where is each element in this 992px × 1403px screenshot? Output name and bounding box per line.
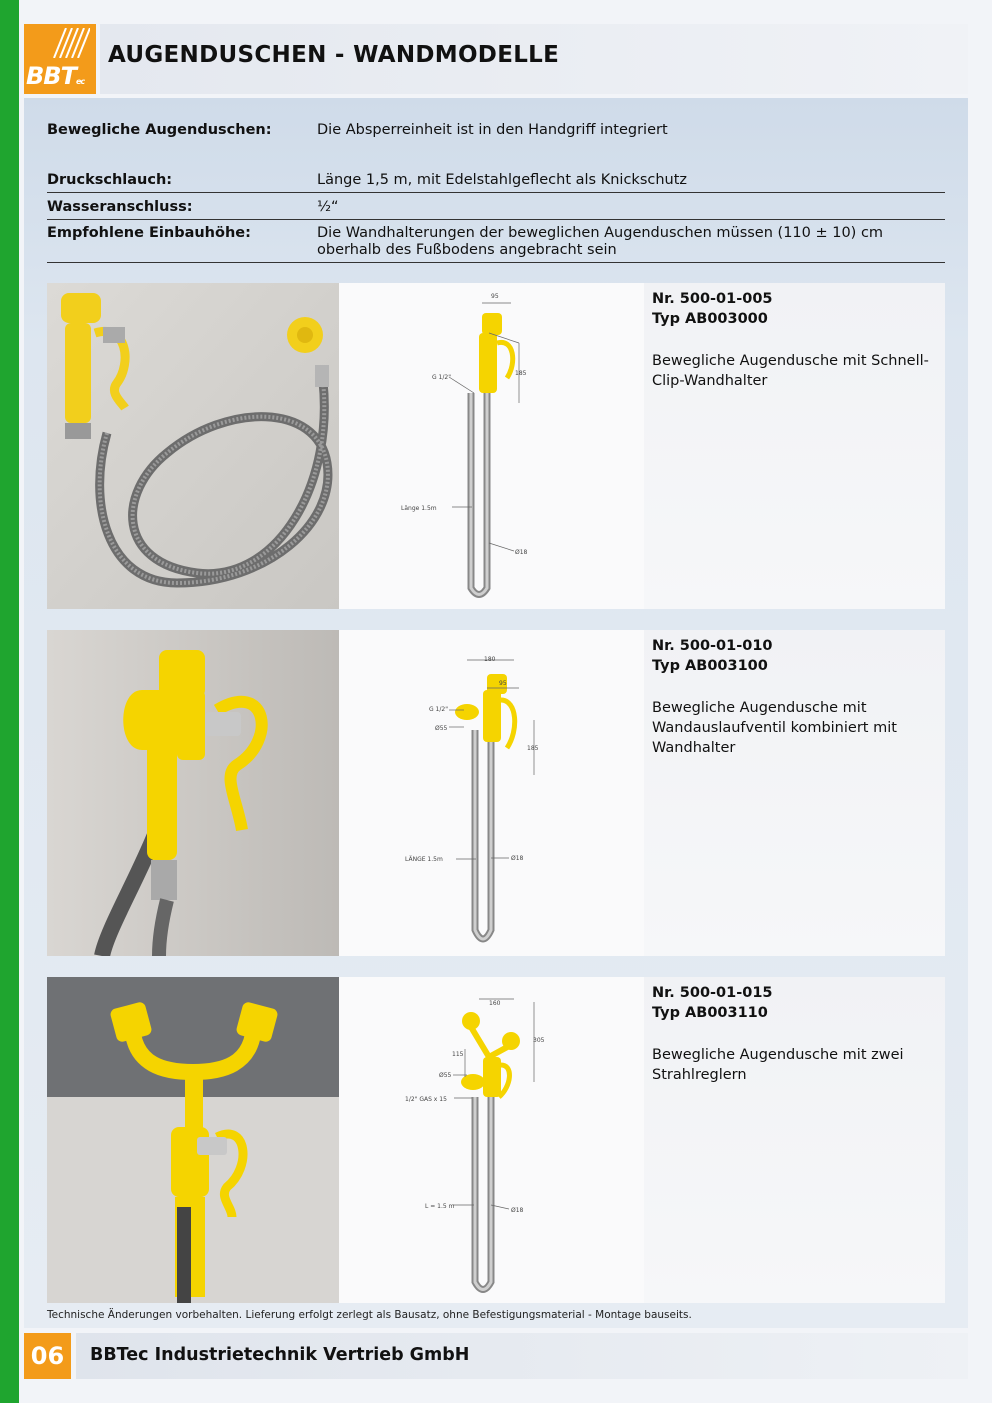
side-color-bar: [0, 0, 19, 1403]
product-photo: [47, 630, 339, 956]
dim-label: Länge 1.5m: [401, 505, 437, 512]
spec-label: Wasseranschluss:: [47, 199, 193, 215]
dim-label: 95: [491, 293, 499, 300]
product-info: [644, 977, 945, 1303]
product-number: Nr. 500-01-010: [652, 638, 773, 654]
spec-value: Länge 1,5 m, mit Edelstahlgeflecht als Knickschutz: [317, 172, 688, 188]
dim-label: 95: [499, 680, 507, 687]
dim-label: 1/2" GAS x 15: [405, 1096, 447, 1103]
technical-drawing: [339, 630, 644, 956]
dim-label: LÄNGE 1.5m: [405, 856, 443, 863]
product-type: Typ AB003110: [652, 1005, 768, 1021]
technical-drawing: [339, 977, 644, 1303]
product-card-500-01-005: [47, 283, 945, 609]
dim-label: L = 1.5 m: [425, 1203, 455, 1210]
bbt-logo: [24, 24, 96, 94]
technical-drawing: [339, 283, 644, 609]
divider: [47, 262, 945, 263]
dim-label: G 1/2": [432, 374, 451, 381]
dim-label: 115: [452, 1051, 464, 1058]
dim-label: Ø18: [511, 1207, 524, 1214]
logo-suffix: ec: [75, 77, 85, 86]
product-info: [644, 283, 945, 609]
dim-label: 160: [489, 1000, 501, 1007]
company-name: BBTec Industrietechnik Vertrieb GmbH: [90, 1345, 470, 1365]
divider: [47, 192, 945, 193]
product-photo: [47, 283, 339, 609]
logo-stripes-icon: [46, 28, 90, 58]
dim-label: 180: [484, 656, 496, 663]
product-card-500-01-015: [47, 977, 945, 1303]
product-number: Nr. 500-01-015: [652, 985, 773, 1001]
product-card-500-01-010: [47, 630, 945, 956]
spec-label: Druckschlauch:: [47, 172, 173, 188]
page-title: AUGENDUSCHEN - WANDMODELLE: [108, 42, 560, 68]
dim-label: Ø55: [439, 1072, 452, 1079]
product-info: [644, 630, 945, 956]
product-photo: [47, 977, 339, 1303]
logo-text: BBT: [26, 62, 76, 90]
divider: [47, 219, 945, 220]
product-description: Bewegliche Augendusche mit Wandauslaufventil kombiniert mit Wandhalter: [652, 700, 897, 756]
spec-label: Empfohlene Einbauhöhe:: [47, 225, 251, 241]
dim-label: Ø55: [435, 725, 448, 732]
product-description: Bewegliche Augendusche mit zwei Strahlreglern: [652, 1047, 904, 1083]
dim-label: G 1/2": [429, 706, 448, 713]
spec-value: ½“: [317, 199, 339, 215]
dim-label: Ø18: [511, 855, 524, 862]
dim-label: 305: [533, 1037, 545, 1044]
dim-label: 185: [515, 370, 527, 377]
spec-label: Bewegliche Augenduschen:: [47, 122, 272, 138]
spec-value: Die Absperreinheit ist in den Handgriff integriert: [317, 122, 668, 138]
product-number: Nr. 500-01-005: [652, 291, 773, 307]
dim-label: Ø18: [515, 549, 528, 556]
dim-label: 185: [527, 745, 539, 752]
footnote: Technische Änderungen vorbehalten. Lieferung erfolgt zerlegt als Bausatz, ohne Befestigungsmaterial - Montage bauseits.: [47, 1309, 692, 1321]
product-description: Bewegliche Augendusche mit Schnell-Clip-Wandhalter: [652, 353, 929, 389]
spec-value: Die Wandhalterungen der beweglichen Augenduschen müssen (110 ± 10) cm oberhalb des Fußbodens angebracht sein: [317, 225, 884, 258]
product-type: Typ AB003000: [652, 311, 768, 327]
page-number: 06: [24, 1333, 71, 1379]
product-type: Typ AB003100: [652, 658, 768, 674]
